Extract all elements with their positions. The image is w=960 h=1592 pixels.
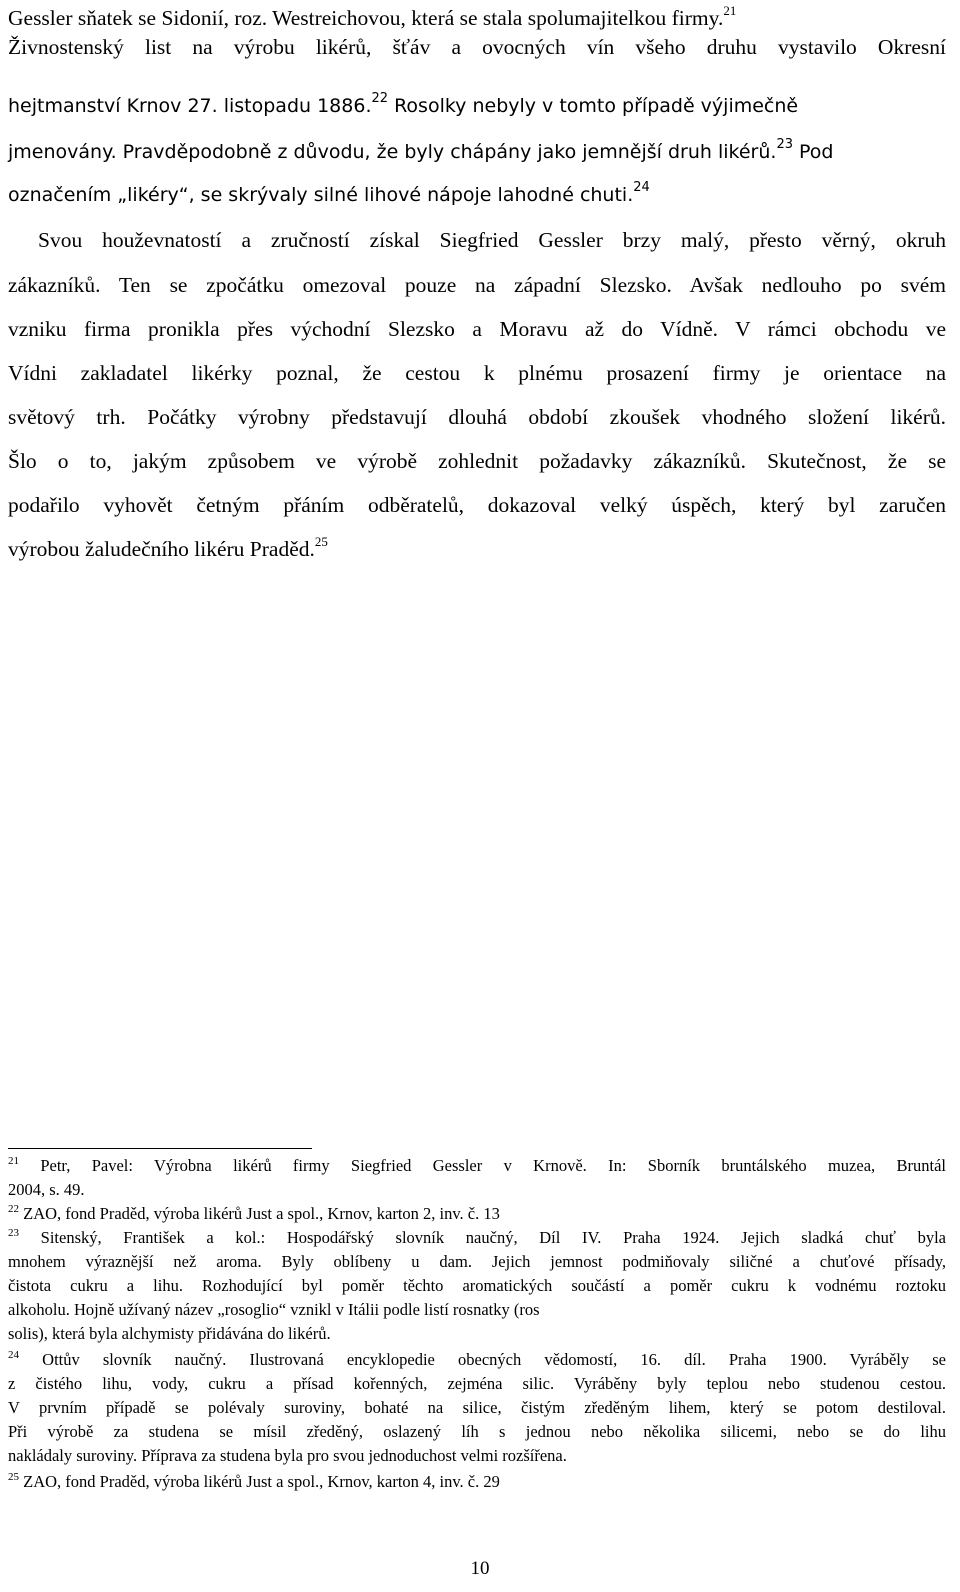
footnote-24: $^{24}$ Ottův slovník naučný. Ilustrovaná encyklopedie obecných vědomostí, 16. díl. Praha 1900. Vyráběly se bbox=[8, 1349, 946, 1369]
page-number: 10 bbox=[470, 1558, 490, 1579]
footnote-24-cont-4: nakládaly suroviny. Příprava za studena byla pro svou jednoduchost velmi rozšířena. bbox=[8, 1446, 567, 1465]
body-line-2: Živnostenský list na výrobu likérů, šťáv a ovocných vín všeho druhu vystavilo Okresní bbox=[8, 35, 946, 59]
footnote-24-cont-3: Při výrobě za studena se mísil zředěný, oslazený líh s jednou nebo několika silicemi, nebo se do lihu bbox=[8, 1422, 946, 1441]
body-line-5: označením „likéry“, se skrývaly silné lihové nápoje lahodné chuti.$^{24}$ bbox=[8, 180, 650, 206]
footnote-23-cont-1: mnohem výraznější než aroma. Byly oblíbeny u dam. Jejich jemnost podmiňovaly siličné a chuťové přísady, bbox=[8, 1252, 946, 1271]
body-line-1: Gessler sňatek se Sidonií, roz. Westreichovou, která se stala spolumajitelkou firmy.$^{21}$ bbox=[8, 3, 737, 30]
body-line-4: jmenovány. Pravděpodobně z důvodu, že byly chápány jako jemnější druh likérů.$^{23}$ Pod bbox=[8, 137, 834, 163]
footnote-21-cont: 2004, s. 49. bbox=[8, 1180, 85, 1199]
body-line-3: hejtmanství Krnov 27. listopadu 1886.22 Rosolky nebyly v tomto případě výjimečně bbox=[8, 91, 799, 117]
body-line-8: vzniku firma pronikla přes východní Slezsko a Moravu až do Vídně. V rámci obchodu ve bbox=[8, 317, 946, 341]
footnote-22: $^{22}$ ZAO, fond Praděd, výroba likérů Just a spol., Krnov, karton 2, inv. č. 13 bbox=[8, 1203, 500, 1223]
footnote-ref-24[interactable]: 24 bbox=[633, 180, 650, 195]
footnote-23-cont-2: čistota cukru a lihu. Rozhodující byl poměr těchto aromatických součástí a poměr cukru k vodnému roztoku bbox=[8, 1276, 946, 1295]
body-line-9: Vídni zakladatel likérky poznal, že cestou k plnému prosazení firmy je orientace na bbox=[8, 361, 946, 385]
footnote-separator bbox=[8, 1148, 312, 1149]
body-line-12: podařilo vyhovět četným přáním odběratelů, dokazoval velký úspěch, který byl zaručen bbox=[8, 493, 946, 517]
footnote-25: $^{25}$ ZAO, fond Praděd, výroba likérů Just a spol., Krnov, karton 4, inv. č. 29 bbox=[8, 1471, 500, 1491]
footnote-ref-23[interactable]: 23 bbox=[776, 137, 793, 152]
body-line-6: Svou houževnatostí a zručností získal Siegfried Gessler brzy malý, přesto věrný, okruh bbox=[38, 228, 946, 252]
footnote-23-cont-3: alkoholu. Hojně užívaný název „rosoglio“ vznikl v Itálii podle listí rosnatky (ros bbox=[8, 1300, 540, 1319]
footnote-24-cont-2: V prvním případě se polévaly suroviny, bohaté na silice, čistým zředěným lihem, který se potom destiloval. bbox=[8, 1398, 946, 1417]
body-line-10: světový trh. Počátky výrobny představují dlouhá období zkoušek vhodného složení likérů. bbox=[8, 405, 946, 429]
body-line-13: výrobou žaludečního likéru Praděd.$^{25}$ bbox=[8, 534, 328, 561]
body-line-11: Šlo o to, jakým způsobem ve výrobě zohlednit požadavky zákazníků. Skutečnost, že se bbox=[8, 449, 946, 473]
footnote-23-cont-4: solis), která byla alchymisty přidávána do likérů. bbox=[8, 1324, 331, 1343]
footnote-21: $^{21}$ Petr, Pavel: Výrobna likérů firmy Siegfried Gessler v Krnově. In: Sborník bruntálského muzea, Bruntál bbox=[8, 1155, 946, 1175]
footnote-24-cont-1: z čistého lihu, vody, cukru a přísad kořenných, zejména silic. Vyráběny byly teplou nebo studenou cestou. bbox=[8, 1374, 946, 1393]
footnote-ref-25[interactable]: 25 bbox=[314, 534, 328, 549]
body-line-7: zákazníků. Ten se zpočátku omezoval pouze na západní Slezsko. Avšak nedlouho po svém bbox=[8, 273, 946, 297]
footnote-23: $^{23}$ Sitenský, František a kol.: Hospodářský slovník naučný, Díl IV. Praha 1924. Jejich sladká chuť byla bbox=[8, 1227, 946, 1247]
footnote-ref-22[interactable]: 22 bbox=[371, 91, 389, 106]
footnote-ref-21[interactable]: 21 bbox=[723, 3, 737, 18]
